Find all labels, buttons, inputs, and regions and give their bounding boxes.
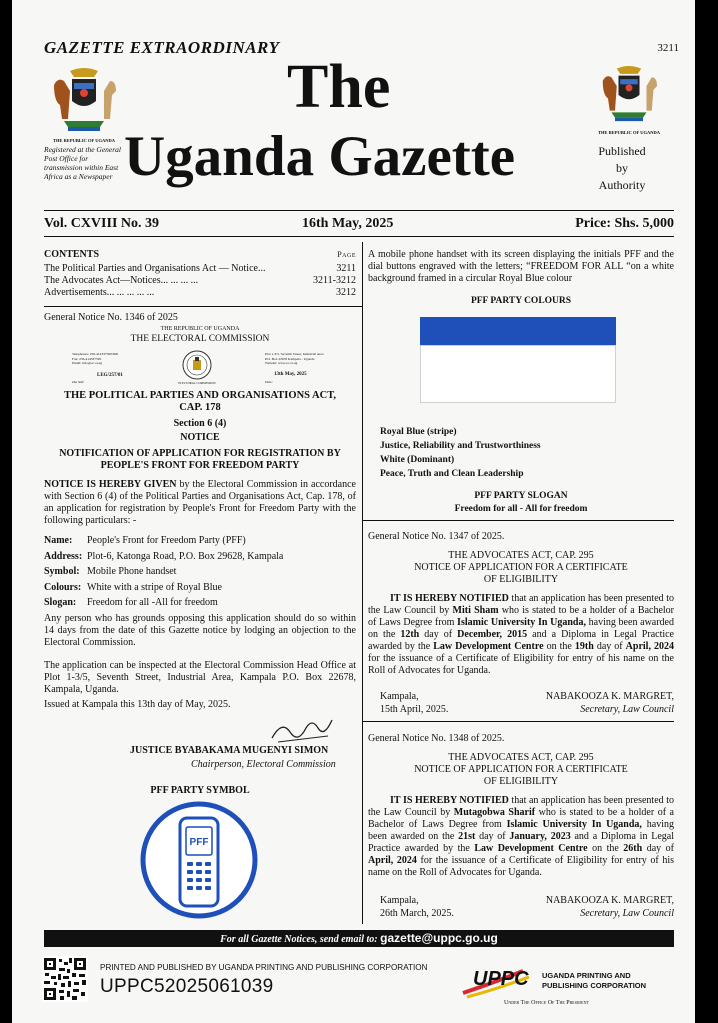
notice-1347-heading: NOTICE OF APPLICATION FOR A CERTIFICATE OF ELIGIBILITY [414, 562, 628, 585]
ec-seal-icon [182, 350, 212, 380]
body-text-fragment: for the issuance of a Certificate of Eligibility for entry of his name on the Roll of Advocates for Uganda. [368, 653, 674, 676]
contents-item-page: 3211-3212 [313, 275, 356, 286]
contents-block [44, 249, 356, 299]
ec-commission-title: THE ELECTORAL COMMISSION [130, 334, 270, 344]
gazette-extraordinary-label: GAZETTE EXTRAORDINARY [44, 38, 280, 57]
particular-value: Plot-6, Katonga Road, P.O. Box 29628, Kampala [87, 550, 284, 562]
particular-label: Slogan: [44, 597, 77, 608]
notice-1346-intro [44, 479, 356, 527]
colours-heading: PFF PARTY COLOURS [470, 296, 572, 306]
ec-ref: LEG/257/01 [97, 373, 123, 378]
notice-1347-end-rule [362, 721, 674, 722]
particulars-list [44, 533, 356, 611]
inspection-paragraph: The application can be inspected at the Electoral Commission Head Office at Plot 1-3/5, Seventh Street, Industrial Area, Kampala P.O. Box 22678, Kampala, Uganda. [44, 660, 356, 695]
title-uganda-gazette: Uganda Gazette [124, 125, 516, 188]
ec-address: Plot 1-3/5, Seventh Street, Industrial Area [265, 352, 324, 356]
body-bold-fragment: April, 2024 [368, 855, 417, 866]
body-text-fragment: having been awarded on the [368, 819, 674, 842]
email-prompt: For all Gazette Notices, send email to: [220, 934, 378, 945]
body-text-fragment: and a Diploma in Legal Practice awarded by the [368, 831, 674, 854]
contents-item-page: 3211 [336, 263, 356, 274]
ec-our-ref: Our Ref: [72, 380, 85, 384]
body-text-fragment: day of [419, 629, 458, 640]
title-the: The [287, 53, 391, 121]
qr-code-icon [42, 956, 88, 1002]
contents-divider [44, 306, 362, 307]
notice-1347-signatory: NABAKOOZA K. MARGRET, [545, 691, 674, 702]
particular-value: Freedom for all -All for freedom [87, 597, 218, 608]
white-dominant-block [420, 345, 616, 403]
body-bold-fragment: 21st [458, 831, 476, 842]
registered-note: Registered at the General Post Office for transmission within East Africa as a Newspaper [44, 145, 121, 181]
particular-address [44, 549, 356, 565]
particular-label: Name: [44, 535, 73, 546]
body-bold-fragment: Law Development Centre [433, 641, 544, 652]
body-text-fragment: on the [543, 641, 575, 652]
by-word: by [616, 161, 628, 175]
notice-1347-body [368, 593, 674, 677]
ec-letter-date: 13th May, 2025 [274, 372, 307, 377]
corp-name [542, 971, 646, 991]
page-number: 3211 [657, 42, 679, 54]
notice-1348-place: Kampala, [380, 895, 419, 906]
contents-item[interactable] [44, 263, 356, 275]
particular-label: Address: [44, 550, 83, 562]
particular-symbol [44, 564, 356, 580]
notice-1346-end-rule [362, 520, 674, 521]
particular-label: Symbol: [44, 566, 80, 577]
notice-1347-date: 15th April, 2025. [380, 704, 449, 715]
authority-word: Authority [598, 178, 646, 192]
contents-item-title: The Political Parties and Organisations Act — Notice... [44, 263, 266, 274]
ec-seal-text: ELECTORAL COMMISSION [178, 381, 216, 385]
notice-1346-number: General Notice No. 1346 of 2025 [44, 312, 178, 323]
body-bold-fragment: Mutagobwa Sharif [453, 807, 536, 818]
ec-email: Email: info@ec.or.ug [72, 361, 103, 365]
notice-1347-signatory-title: Secretary, Law Council [580, 704, 674, 715]
section-ref: Section 6 (4) [173, 418, 227, 429]
particular-value: White with a stripe of Royal Blue [87, 581, 222, 593]
notice-given-bold: NOTICE IS HEREBY GIVEN [44, 479, 177, 490]
gazette-page [12, 0, 695, 1023]
masthead-rule-bottom [44, 236, 674, 237]
objection-paragraph: Any person who has grounds opposing this application should do so within 14 days from the date of this Gazette notice by lodging an objection to the Electoral Commission. [44, 613, 356, 648]
body-text-fragment: day of [475, 831, 510, 842]
notice-1348-body [368, 795, 674, 879]
body-bold-fragment: Islamic University In Uganda, [506, 819, 642, 830]
body-bold-fragment: Law Development Centre [474, 843, 588, 854]
colour-line: White (Dominant) [380, 455, 455, 465]
ec-letterhead-right [265, 352, 325, 366]
notice-1348-number: General Notice No. 1348 of 2025. [368, 733, 505, 744]
notice-1347-act: THE ADVOCATES ACT, CAP. 295 [448, 550, 594, 561]
party-symbol-icon [140, 801, 258, 919]
notice-1348-act: THE ADVOCATES ACT, CAP. 295 [448, 752, 594, 763]
body-text-fragment: having been awarded on the [368, 617, 674, 640]
body-text-fragment: on the [587, 843, 624, 854]
colour-line: Peace, Truth and Clean Leadership [380, 469, 524, 479]
column-divider [362, 242, 363, 924]
printed-by-line: PRINTED AND PUBLISHED BY UGANDA PRINTING AND PUBLISHING CORPORATION [100, 962, 428, 972]
ec-pobox: P.O. Box 22678 Kampala - Uganda [265, 356, 315, 361]
republic-label-left: THE REPUBLIC OF UGANDA [53, 138, 115, 143]
notice-1348-signatory: NABAKOOZA K. MARGRET, [545, 895, 674, 906]
notice-1348-heading: NOTICE OF APPLICATION FOR A CERTIFICATE OF ELIGIBILITY [414, 764, 628, 787]
signatory-name: JUSTICE BYABAKAMA MUGENYI SIMON [130, 745, 329, 756]
body-bold-fragment: 19th [574, 641, 594, 652]
particular-name [44, 533, 356, 549]
particular-colours [44, 580, 356, 596]
email-banner [44, 930, 674, 947]
contents-item-title: The Advocates Act—Notices... ... ... ... [44, 275, 199, 286]
body-bold-fragment: Miti Sham [452, 605, 499, 616]
notification-heading: NOTIFICATION OF APPLICATION FOR REGISTRATION BY PEOPLE'S FRONT FOR FREEDOM PARTY [59, 448, 341, 471]
uppc-logo-icon [459, 961, 545, 1001]
notice-1347-number: General Notice No. 1347 of 2025. [368, 531, 505, 542]
masthead-rule-top [44, 210, 674, 211]
royal-blue-stripe [420, 317, 616, 345]
body-bold-fragment: December, 2015 [457, 629, 528, 640]
ec-date-label: Date: [265, 380, 273, 384]
published-word: Published [598, 144, 646, 158]
contents-item-page: 3212 [336, 287, 356, 298]
notice-intro-text: by the Electoral Commission in accordance with Section 6 (4) of the Political Parties and Organisations Act, Cap. 178, of an application for registration by People's Front for Freedom Party with the following particulars: - [44, 479, 356, 526]
under-office-line: Under The Office Of The President [504, 1000, 589, 1006]
notice-1348-signatory-title: Secretary, Law Council [580, 908, 674, 919]
particular-value: Mobile Phone handset [87, 566, 177, 577]
slogan-text: Freedom for all - All for freedom [454, 504, 588, 514]
ec-letterhead-left [72, 352, 132, 366]
ec-tel: Telephones: 256-414337500/600 [72, 352, 119, 356]
corp-name-line: UGANDA PRINTING AND [542, 971, 631, 980]
colours-meaning [380, 425, 541, 481]
body-bold-fragment: April, 2024 [625, 641, 674, 652]
symbol-description: A mobile phone handset with its screen displaying the initials PFF and the dial buttons engraved with the letters; “FREEDOM FOR ALL “on a white background framed in a circular Royal Blue colour [368, 249, 674, 284]
contents-item[interactable] [44, 275, 356, 287]
contents-heading: CONTENTS [44, 249, 100, 260]
email-link[interactable]: gazette@uppc.go.ug [380, 931, 498, 945]
act-title: THE POLITICAL PARTIES AND ORGANISATIONS ACT, CAP. 178 [63, 390, 337, 413]
ec-website: Website: www.ec.or.ug [265, 361, 298, 365]
notice-1347-place: Kampala, [380, 691, 419, 702]
colour-line: Justice, Reliability and Trustworthiness [380, 441, 541, 451]
body-text-fragment: that an application has been presented to the Law Council by [368, 795, 674, 818]
body-text-fragment: that an application has been presented to the Law Council by [368, 593, 674, 616]
body-bold-fragment: IT IS HEREBY NOTIFIED [390, 795, 509, 806]
signatory-title: Chairperson, Electoral Commission [191, 759, 336, 770]
body-text-fragment: day of [642, 843, 674, 854]
particular-value: People's Front for Freedom Party (PFF) [87, 535, 246, 546]
particular-label: Colours: [44, 581, 82, 593]
body-bold-fragment: IT IS HEREBY NOTIFIED [390, 593, 509, 604]
price: Price: Shs. 5,000 [575, 216, 674, 231]
body-text-fragment: who is stated to be a holder of a Bachelor of Laws Degree from [368, 605, 674, 628]
issued-line: Issued at Kampala this 13th day of May, 2025. [44, 699, 231, 710]
body-text-fragment: day of [593, 641, 626, 652]
coat-of-arms-right-icon [594, 62, 664, 126]
volume-number: Vol. CXVIII No. 39 [44, 216, 160, 231]
publication-code: UPPC52025061039 [100, 976, 274, 997]
ec-republic-label: THE REPUBLIC OF UGANDA [160, 326, 240, 332]
notice-word: NOTICE [180, 432, 220, 443]
phone-screen-text: PFF [189, 837, 209, 848]
published-by-authority [592, 143, 652, 194]
contents-item-title: Advertisements... ... ... ... ... [44, 287, 155, 298]
body-bold-fragment: Islamic University In Uganda, [457, 617, 586, 628]
notice-1348-date: 26th March, 2025. [380, 908, 454, 919]
body-text-fragment: for the issuance of a Certificate of Eligibility for entry of his name on the Roll of Advocates for Uganda. [368, 855, 674, 878]
republic-label-right: THE REPUBLIC OF UGANDA [598, 130, 660, 135]
logo-letters: UPPC [473, 968, 529, 990]
body-bold-fragment: January, 2023 [509, 831, 571, 842]
contents-page-label: Page [337, 250, 356, 259]
particular-slogan [44, 595, 356, 611]
body-text-fragment: who is stated to be a holder of a Bachelor of Laws Degree from [368, 807, 674, 830]
issue-date: 16th May, 2025 [302, 216, 394, 231]
coat-of-arms-left-icon [44, 65, 124, 135]
signature-icon [268, 716, 338, 746]
ec-fax: Fax: 256-414337595 [72, 356, 102, 361]
corp-name-line: PUBLISHING CORPORATION [542, 981, 647, 990]
body-bold-fragment: 26th [623, 843, 643, 854]
slogan-heading: PFF PARTY SLOGAN [474, 491, 568, 501]
symbol-heading: PFF PARTY SYMBOL [150, 785, 250, 796]
body-bold-fragment: 12th [400, 629, 420, 640]
colour-line: Royal Blue (stripe) [380, 427, 457, 437]
body-text-fragment: and a Diploma in Legal Practice awarded by the [368, 629, 674, 652]
contents-item[interactable] [44, 287, 356, 299]
